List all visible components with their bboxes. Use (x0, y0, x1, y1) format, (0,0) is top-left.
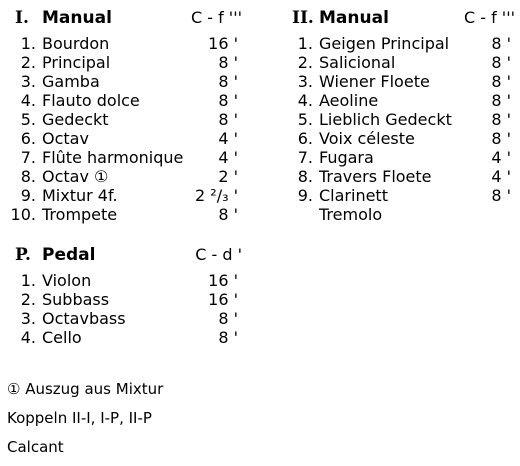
stop-row (285, 186, 515, 205)
couplers-text: Koppeln II-I, I-P, II-P (7, 409, 152, 427)
stop-name: Octavbass (42, 309, 126, 328)
compass-range: C - f ''' (463, 8, 515, 27)
stop-pitch: 16 ' (208, 34, 238, 53)
division-pedal (8, 245, 242, 347)
stop-number: 2. (20, 53, 36, 72)
stop-pitch: 2 ' (218, 167, 238, 186)
stop-name: Wiener Floete (319, 72, 430, 91)
stop-name: Tremolo (319, 205, 383, 224)
division-title: Pedal (42, 245, 96, 265)
stop-number: 8. (297, 167, 313, 186)
division-title: Manual (42, 8, 112, 28)
stop-number: 6. (297, 129, 313, 148)
footnote: ① Auszug aus Mixtur (7, 380, 164, 398)
stop-row (285, 72, 515, 91)
division-header (285, 8, 515, 29)
stop-number: 10. (10, 205, 36, 224)
stop-pitch: 4 ' (218, 148, 238, 167)
stop-name: Subbass (42, 290, 110, 309)
stop-pitch: 8 ' (491, 72, 511, 91)
stop-list (8, 34, 242, 224)
stop-name: Octav ① (42, 167, 109, 186)
stop-name: Clarinett (319, 186, 388, 205)
stop-name: Flauto dolce (42, 91, 140, 110)
stop-number: 3. (297, 72, 313, 91)
stop-list (8, 271, 242, 347)
division-title: Manual (319, 8, 389, 28)
stop-name: Violon (42, 271, 92, 290)
division-numeral: II. (292, 8, 314, 28)
stop-row (8, 271, 242, 290)
stop-pitch: 4 ' (491, 148, 511, 167)
stop-number: 6. (20, 129, 36, 148)
stop-number: 7. (297, 148, 313, 167)
stop-row (8, 34, 242, 53)
stop-row (8, 129, 242, 148)
stop-pitch: 4 ' (218, 129, 238, 148)
notes (7, 379, 163, 466)
stop-pitch: 8 ' (218, 328, 238, 347)
stop-pitch: 8 ' (218, 205, 238, 224)
stop-pitch: 8 ' (491, 53, 511, 72)
stop-name: Lieblich Gedeckt (319, 110, 452, 129)
stop-pitch: 16 ' (208, 271, 238, 290)
stop-number: 1. (297, 34, 313, 53)
calcant-text: Calcant (7, 438, 64, 456)
stop-name: Flûte harmonique (42, 148, 184, 167)
stop-name: Geigen Principal (319, 34, 450, 53)
stop-pitch: 8 ' (218, 72, 238, 91)
stop-row (8, 186, 242, 205)
stop-name: Gedeckt (42, 110, 109, 129)
stop-pitch: 8 ' (491, 110, 511, 129)
stop-pitch: 2 ²/₃ ' (195, 186, 238, 205)
stop-number: 3. (20, 72, 36, 91)
stop-number: 7. (20, 148, 36, 167)
stop-row (285, 110, 515, 129)
stop-name: Mixtur 4f. (42, 186, 118, 205)
stop-name: Bourdon (42, 34, 110, 53)
division-manual-1 (8, 8, 242, 224)
stop-number: 5. (20, 110, 36, 129)
stop-row (285, 129, 515, 148)
stop-name: Cello (42, 328, 82, 347)
stop-name: Fugara (319, 148, 374, 167)
stop-name: Octav (42, 129, 89, 148)
stop-row (8, 148, 242, 167)
stop-pitch: 8 ' (218, 53, 238, 72)
stop-number: 4. (297, 91, 313, 110)
stop-number: 5. (297, 110, 313, 129)
stop-name: Travers Floete (319, 167, 432, 186)
stop-number: 2. (297, 53, 313, 72)
stop-row (8, 53, 242, 72)
stop-pitch: 8 ' (491, 186, 511, 205)
stop-number: 1. (20, 271, 36, 290)
stop-pitch: 16 ' (208, 290, 238, 309)
stop-name: Gamba (42, 72, 100, 91)
stop-number: 8. (20, 167, 36, 186)
division-manual-2 (285, 8, 515, 224)
stop-pitch: 4 ' (491, 167, 511, 186)
stop-row (8, 167, 242, 186)
stop-row (8, 290, 242, 309)
stop-row (8, 110, 242, 129)
stop-name: Voix céleste (319, 129, 415, 148)
division-numeral: P. (15, 245, 31, 265)
stop-row (8, 91, 242, 110)
stop-pitch: 8 ' (491, 129, 511, 148)
stop-row (8, 205, 242, 224)
stop-number: 4. (20, 328, 36, 347)
stop-row (285, 91, 515, 110)
stop-row (8, 328, 242, 347)
stop-row (8, 72, 242, 91)
compass-range: C - d ' (195, 245, 242, 264)
stop-number: 2. (20, 290, 36, 309)
stop-name: Trompete (42, 205, 118, 224)
stop-number: 1. (20, 34, 36, 53)
stop-pitch: 8 ' (491, 34, 511, 53)
stop-pitch: 8 ' (491, 91, 511, 110)
stop-pitch: 8 ' (218, 110, 238, 129)
stop-row (285, 205, 515, 224)
stop-row (285, 53, 515, 72)
stop-row (285, 167, 515, 186)
stop-row (8, 309, 242, 328)
stop-number: 3. (20, 309, 36, 328)
stop-name: Salicional (319, 53, 396, 72)
division-header (8, 8, 242, 29)
stop-pitch: 8 ' (218, 309, 238, 328)
stop-number: 9. (20, 186, 36, 205)
division-numeral: I. (15, 8, 29, 28)
stop-row (285, 148, 515, 167)
stop-row (285, 34, 515, 53)
stop-list (285, 34, 515, 224)
compass-range: C - f ''' (190, 8, 242, 27)
stop-name: Principal (42, 53, 111, 72)
stop-name: Aeoline (319, 91, 379, 110)
division-header (8, 245, 242, 266)
stop-number: 4. (20, 91, 36, 110)
stop-pitch: 8 ' (218, 91, 238, 110)
stop-number: 9. (297, 186, 313, 205)
